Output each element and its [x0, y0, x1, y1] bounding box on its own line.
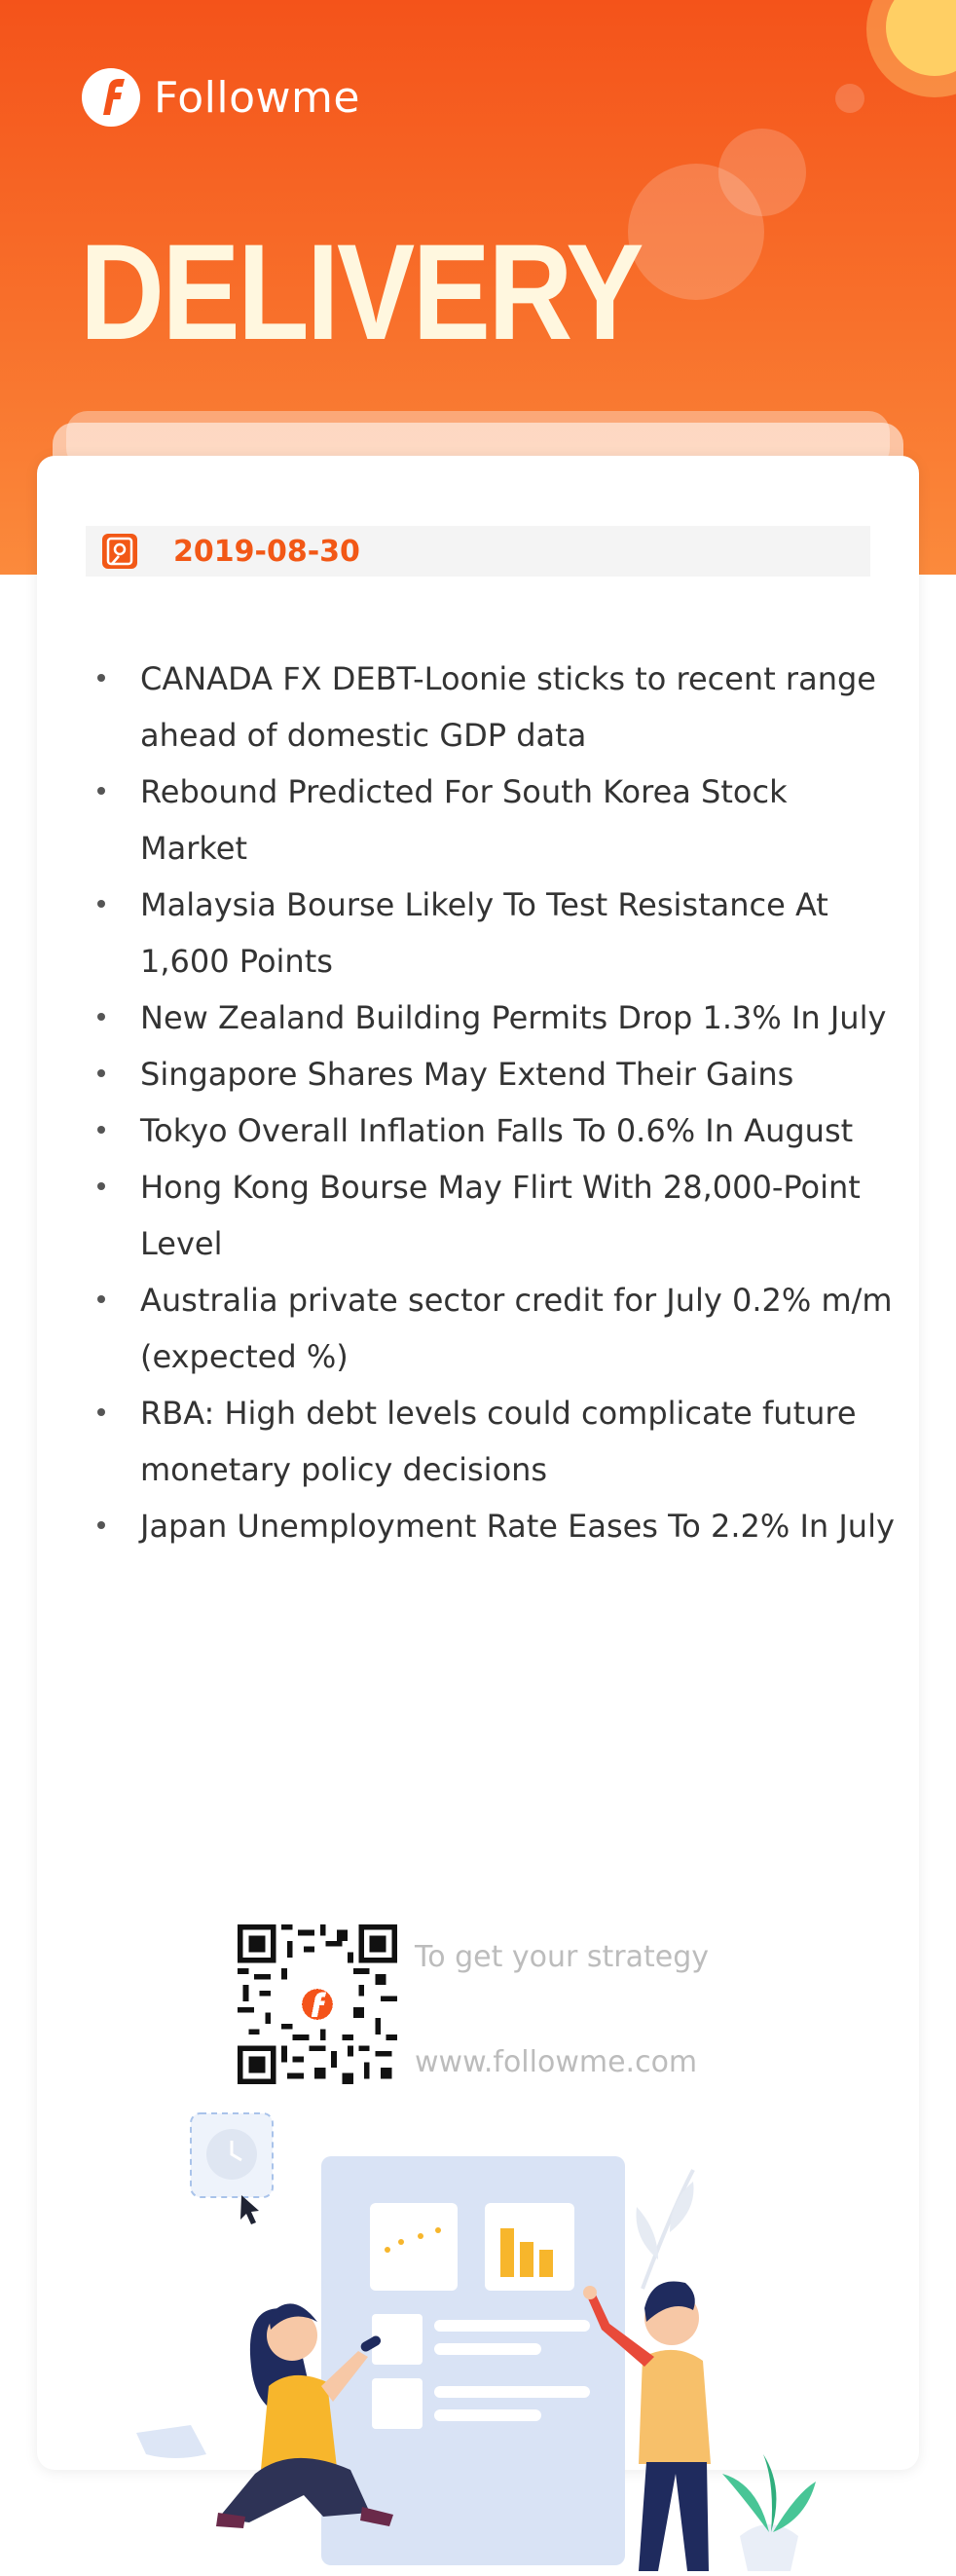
- decor-bubble: [718, 129, 806, 216]
- news-headline: RBA: High debt levels could complicate future monetary policy decisions: [140, 1395, 857, 1488]
- list-item[interactable]: [95, 651, 913, 764]
- news-headline: Tokyo Overall Inflation Falls To 0.6% In August: [140, 1112, 854, 1149]
- bullet: [97, 1408, 105, 1416]
- bullet: [97, 674, 105, 682]
- illustration: [0, 2094, 956, 2576]
- paper: [136, 2425, 206, 2458]
- news-list: [95, 651, 913, 1554]
- bullet: [97, 900, 105, 908]
- page-title: DELIVERY: [80, 215, 643, 368]
- bullet: [97, 1069, 105, 1077]
- dashboard-board: [321, 2156, 625, 2565]
- list-item[interactable]: [95, 1102, 913, 1159]
- plant-pot: [740, 2524, 798, 2571]
- bullet: [97, 1126, 105, 1134]
- qr-code-icon[interactable]: [238, 1924, 397, 2084]
- website-link[interactable]: www.followme.com: [415, 2045, 698, 2079]
- report-date: 2019-08-30: [173, 534, 360, 569]
- list-item[interactable]: [95, 764, 913, 877]
- list-item[interactable]: [95, 1498, 913, 1554]
- news-headline: Rebound Predicted For South Korea Stock Market: [140, 773, 788, 867]
- brand-name: Followme: [154, 72, 360, 123]
- bullet: [97, 1182, 105, 1190]
- list-item[interactable]: [95, 877, 913, 989]
- list-item[interactable]: [95, 1385, 913, 1498]
- list-item[interactable]: [95, 1159, 913, 1272]
- brand-logo[interactable]: [80, 62, 360, 132]
- list-item[interactable]: [95, 1046, 913, 1102]
- bullet: [97, 787, 105, 795]
- cta-text: To get your strategy: [415, 1940, 710, 1974]
- news-headline: Malaysia Bourse Likely To Test Resistance At 1,600 Points: [140, 886, 828, 980]
- decor-bubble: [835, 84, 864, 113]
- cursor-icon: [240, 2195, 259, 2224]
- followme-logo-icon: [80, 66, 142, 129]
- news-headline: Japan Unemployment Rate Eases To 2.2% In July: [140, 1508, 895, 1545]
- list-item[interactable]: [95, 1272, 913, 1385]
- bullet: [97, 1295, 105, 1303]
- news-headline: CANADA FX DEBT-Loonie sticks to recent range ahead of domestic GDP data: [140, 660, 876, 754]
- news-headline: Singapore Shares May Extend Their Gains: [140, 1056, 794, 1093]
- list-item[interactable]: [95, 989, 913, 1046]
- report-icon: [99, 531, 140, 572]
- bullet: [97, 1013, 105, 1021]
- news-headline: Hong Kong Bourse May Flirt With 28,000-Point Level: [140, 1169, 861, 1262]
- news-headline: New Zealand Building Permits Drop 1.3% In July: [140, 999, 887, 1036]
- date-bar: [86, 526, 870, 577]
- news-headline: Australia private sector credit for July 0.2% m/m (expected %): [140, 1282, 893, 1375]
- bullet: [97, 1521, 105, 1529]
